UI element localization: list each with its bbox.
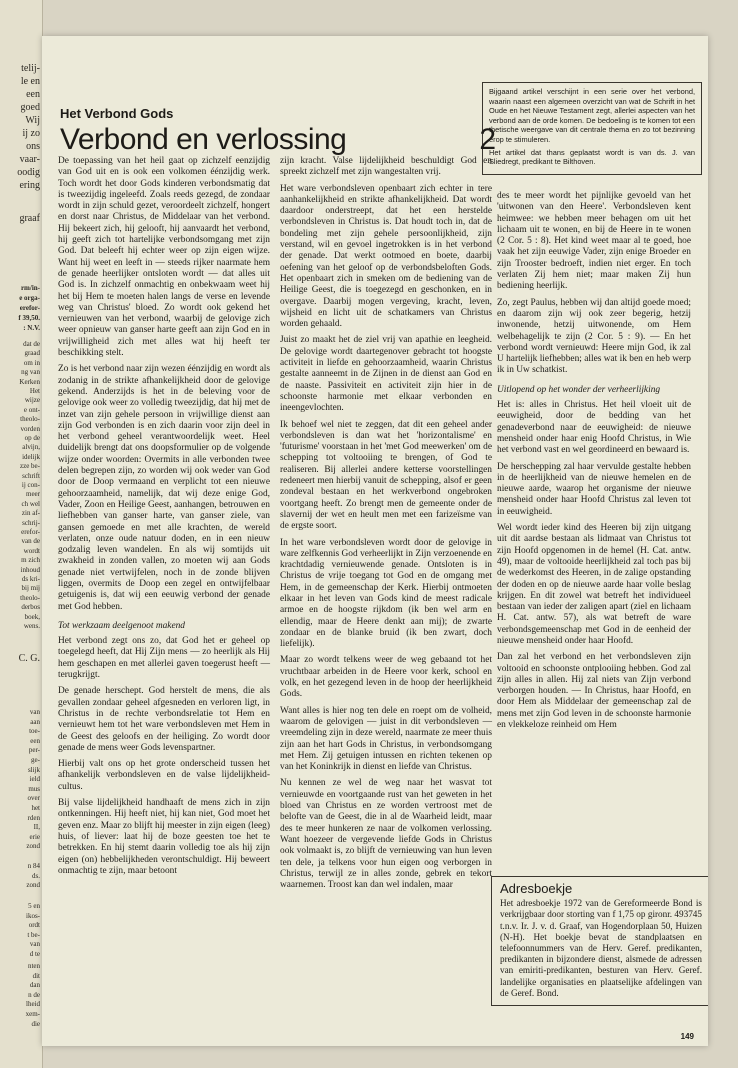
paragraph: Dan zal het verbond en het verbondsleven zijn voltooid en schoonste ontplooiing hebben. God zal zijn alles in allen. Hij zal niets van Zijn verbond verborgen houden. — In Christus, haar Hoofd, en door Hem als Middelaar der gemeenschap zal de mens met zijn God leven in de schoonste harmonie en vlekkeloze reinheid om Hem bbox=[497, 652, 691, 731]
margin-text-fragment: ikos- bbox=[26, 911, 40, 920]
margin-text-fragment: van de bbox=[21, 537, 40, 546]
margin-text-fragment: lheid bbox=[26, 1000, 40, 1009]
margin-text-fragment: erie bbox=[29, 832, 40, 841]
margin-text-fragment: meer bbox=[26, 490, 40, 499]
margin-text-fragment: slijk bbox=[27, 765, 40, 774]
margin-text-fragment: ds. bbox=[32, 871, 40, 880]
margin-text-fragment: mus bbox=[28, 784, 40, 793]
margin-text-fragment: zond bbox=[26, 842, 40, 851]
margin-text-fragment: ordt bbox=[28, 921, 40, 930]
margin-text-fragment: d te bbox=[29, 950, 40, 958]
margin-text-fragment: theolo- bbox=[20, 415, 40, 424]
column-2 bbox=[280, 156, 492, 896]
margin-text-fragment: n 84 bbox=[27, 862, 40, 870]
margin-text-fragment: le en bbox=[20, 76, 40, 87]
column-1 bbox=[58, 156, 270, 882]
margin-text-fragment: : N.V. bbox=[23, 324, 40, 332]
margin-text-fragment: zin af- bbox=[21, 509, 40, 518]
adresboekje-box bbox=[491, 876, 708, 1006]
margin-text-fragment: per- bbox=[28, 746, 40, 755]
paragraph: Zo is het verbond naar zijn wezen éénzijdig en wordt als zodanig in de strikte afhankelijkheid door de gelovige gekend. Anderzijds is het in de beleving voor de gelovige ook weer zo volledig tweezijdig, dat hij met de inzet van zijn gehele persoon in vrijwillige dienst aan zijn God verbonden is en zich daarin voor zijn deel in het verbond geheel verantwoordelijk weet. Heel duidelijk brengt dat ons doopsformulier op de volgende wijze onder woorden: Overmits in alle verbonden twee delen begrepen zijn, zo worden wij ook weder van God door de Doop vermaand en verplicht tot een nieuwe gehoorzaamheid, namelijk, dat wij deze enige God, Vader, Zoon en Heilige Geest, aanhangen, betrouwen en liefhebben van ganser harte, van ganser ziele, van gansen gemoede en met alle krachten, de wereld verlaten, onze oude natuur doden, en in een nieuw godzalig leven wandelen. En als wij somtijds uit zwakheid in zonden vallen, zo moeten wij aan Gods genade niet vertwijfelen, noch in de zonde blijven liggen, overmits de Doop een zegel en ontwijfelbaar getuigenis is, dat wij een eeuwig verbond der genade met God hebben. bbox=[58, 364, 270, 612]
margin-text-fragment: ch wel bbox=[21, 499, 40, 508]
subheading: Tot werkzaam deelgenoot makend bbox=[58, 620, 185, 631]
margin-text-fragment: graaf bbox=[19, 213, 40, 224]
margin-text-fragment: rm/in- bbox=[20, 284, 40, 292]
paragraph: Ik behoef wel niet te zeggen, dat dit een geheel ander verbondsleven is dan wat het 'horizontalisme' en 'futurisme' voorstaan in het 'met God meewerken' om de schepping tot voltooiing te brengen, of God te realiseren. Bij allerlei andere ketterse voorstellingen redeneert men hierbij vanuit de schepping, alsof er geen zondeval bestaan en het werkverbond ongebroken voortgang heeft. Zo brengt men de gemeente onder de slavernij der wet en heult men met een farizeïsme van de ergste soort. bbox=[280, 419, 492, 532]
subheading: Uitlopend op het wonder der verheerlijking bbox=[497, 384, 661, 395]
paragraph: De toepassing van het heil gaat op zichzelf eenzijdig van God uit en is ook een volkomen éénzijdig werk. Toch wordt het door Gods kinderen verbondsmatig dat is tweezijdig ingeleefd. Zoals reeds gezegd, de zondaar wordt in zijn schuld gezet, veroordeelt zichzelf, hongert en dorst naar Christus, de Middelaar van het verbond. Hij bekeert zich, hij gelooft, hij aanvaardt het verbond, hij geeft zich tot hartelijke verbondsomgang met zijn God. Dat beleeft hij echter weer op zijn eigen wijze. Want hij weet en leeft in — steeds rijker naarmate hem de genade heerlijker ontsloten wordt — dat alles uit God is. In zichzelf onmachtig en onbekwaam weet hij het bij Hem te moeten halen langs de verse en levende weg van Christus' bloed. Zo wordt ook gekend het vernieuwen van het verbond, waarbij de gelovige zich weer opnieuw van ganser harte geeft aan zijn God en in vrijwilligheid zich met alles wat hij heeft ter beschikking stelt. bbox=[58, 156, 270, 359]
margin-text-fragment: toe- bbox=[29, 727, 40, 736]
article-header bbox=[60, 106, 496, 157]
margin-text-fragment: ng van bbox=[21, 368, 40, 377]
margin-text-fragment: vaar- bbox=[19, 154, 40, 165]
paragraph: De herschepping zal haar vervulde gestalte hebben in de heerlijkheid van de nieuwe hemelen en de nieuwe aarde, waarop het organisme der nieuwe mensheid onder haar Hoofd Christus zal leven tot in eeuwigheid. bbox=[497, 461, 691, 517]
margin-text-fragment: e orga- bbox=[19, 294, 40, 302]
margin-text-fragment: t be- bbox=[27, 930, 40, 939]
adjacent-page-margin bbox=[0, 0, 43, 1068]
margin-text-fragment: idelijk bbox=[22, 452, 40, 461]
margin-text-fragment: zze be- bbox=[19, 462, 40, 471]
margin-text-fragment: rden bbox=[27, 813, 40, 822]
margin-text-fragment: om in bbox=[23, 358, 40, 367]
margin-text-fragment: die bbox=[31, 1019, 40, 1028]
margin-text-fragment: van bbox=[29, 708, 40, 716]
paragraph: Nu kennen ze wel de weg naar het wasvat tot vernieuwde en voortgaande rust van het geweten in het bloed van Christus en ze worden vertroost met de belofte van de Geest, die in al de Waarheid leidt, maar des te meer hunkeren ze naar de volkomen verlossing. Want hoezeer de vergevende liefde Gods in Christus ook volmaakt is, zo blijft de vernieuwing van hun leven ten dele, ja telkens voor hun eigen oog verborgen in Christus, terwijl ze in alles zonde, gebrek en tekort waarnemen. Troost kan dan wel indalen, maar bbox=[280, 778, 492, 891]
paragraph: Wel wordt ieder kind des Heeren bij zijn uitgang uit dit aardse bestaan als lidmaat van Christus tot zijn Hoofd opgenomen in de hemel (H. Cat. antw. 49), maar de voltooide heerlijkheid zal toch pas bij de wederkomst des Heeren, in de zalige opstanding der doden en op de nieuwe aarde haar volle beslag krijgen. En dit zowel wat betreft het individueel bestaan van ieder der zaligen apart (ziel en lichaam H. Cat. antw. 57), als wat betreft de ware verbondsgemeenschap met God in de eenheid der nieuwe mensheid onder haar Hoofd. bbox=[497, 523, 691, 646]
paragraph: Het verbond zegt ons zo, dat God het er geheel op toegelegd heeft, dat Hij Zijn mens — zo heerlijk als Hij hem geschapen en met allerlei gaven toegerust heeft — terugkrijgt. bbox=[58, 636, 270, 681]
adresboekje-body: Het adresboekje 1972 van de Gereformeerde Bond is verkrijgbaar door storting van f 1,75 op gironr. 493745 t.n.v. Ir. J. v. d. Graaf, van Hogendorplaan 50, Huizen (N-H). Het boekje bevat de standplaatsen en telefoonnummers van de Herv. Geref. predikanten, predikanten in bijzondere dienst, alsmede de adressen van emiriti-predikanten, besturen van Herv. Geref. landelijke organisaties en plaatselijke afdelingen van de Geref. Bond. bbox=[500, 898, 702, 998]
paragraph: Zo, zegt Paulus, hebben wij dan altijd goede moed; en daarom zijn wij ook zeer begerig, hetzij inwonende, hetzij uitwonende, om Hem welbehagelijk te zijn (2 Cor. 5 : 9). — En het verbond wordt vernieuwd: Heere mijn God, ik zal U hartelijk liefhebben; alles wat ik ben en heb werp ik in Uw schatkist. bbox=[497, 297, 691, 376]
margin-text-fragment: wordt bbox=[23, 546, 40, 555]
margin-text-fragment: een bbox=[30, 736, 40, 745]
margin-text-fragment: ge- bbox=[31, 756, 40, 764]
margin-text-fragment: e ont- bbox=[23, 405, 40, 414]
page-number: 149 bbox=[680, 1032, 694, 1041]
margin-text-fragment: f 39,50. bbox=[18, 314, 40, 322]
margin-text-fragment: alvijn, bbox=[22, 443, 40, 452]
paragraph: Het ware verbondsleven openbaart zich echter in tere aanhankelijkheid en strikte afhankelijkheid. Dat wordt daardoor onderstreept, dat het een herstelde verbondsleven in Christus is. Dat houdt toch in, dat de bondeling met zijn gehele persoonlijkheid, zijn verstand, wil en gevoel ingetrokken is in het verbond der genade. Dat werkt ootmoed en boete, daarbij oefening van het geloof op de verbondsbeloften Gods. Het openbaart zich in smeken om de bediening van de Heilige Geest, die is toegezegd en geschonken, en in overgave. Daarbij mogen vergeving, kracht, leven, wijsheid en licht uit de schatkamers van Christus worden gehaald. bbox=[280, 183, 492, 330]
margin-text-fragment: over bbox=[27, 794, 40, 803]
margin-text-fragment: bij mij bbox=[21, 584, 40, 593]
margin-text-fragment: dat de bbox=[23, 340, 40, 348]
article-kicker: Het Verbond Gods bbox=[60, 106, 174, 121]
margin-text-fragment: wijze bbox=[24, 396, 40, 405]
margin-text-fragment: derbos bbox=[21, 603, 40, 612]
margin-text-fragment: aan bbox=[30, 717, 40, 726]
paragraph: De genade herschept. God herstelt de mens, die als gevallen zondaar geheel afgesneden en verloren ligt, in Christus in de rechte verbondsrelatie tot Hem en vernieuwt hem tot het ware verbondsleven met Hem in de Geest des geloofs en der heiliging. Zo wordt door genade de mens weer Gods levenspartner. bbox=[58, 686, 270, 753]
article-title: Verbond en verlossing bbox=[60, 123, 347, 156]
margin-text-fragment: Wij bbox=[25, 115, 40, 126]
part-number: 2 bbox=[479, 123, 496, 156]
intro-paragraph: Bijgaand artikel verschijnt in een serie over het verbond, waarin naast een algemeen overzicht van wat de Schrift in het Oude en het Nieuwe Testament zegt, allerlei aspecten van het verbond aan de orde komen. De bedoeling is te komen tot een thetische weergave van dit centrale thema en zo tot bezinning erop te stimuleren. bbox=[489, 87, 695, 144]
title-row bbox=[60, 123, 496, 157]
margin-text-fragment: m zich bbox=[21, 556, 40, 565]
margin-text-fragment: dan bbox=[29, 981, 40, 990]
margin-text-fragment: een bbox=[26, 89, 40, 100]
margin-text-fragment: II, bbox=[33, 823, 40, 832]
margin-text-fragment: theolo- bbox=[20, 593, 40, 602]
paragraph: Het is: alles in Christus. Het heil vloeit uit de eeuwigheid, door de bedding van het genadeverbond naar de eeuwigheid: de nieuwe mensheid onder haar enig Hoofd Christus, in Wie het verbond vast en wel geordineerd en bewaard is. bbox=[497, 400, 691, 456]
margin-text-fragment: schrift bbox=[22, 471, 40, 480]
paragraph: des te meer wordt het pijnlijke gevoeld van het 'uitwonen van den Heere'. Verbondsleven kent heimwee: we hebben meer behagen om uit het lichaam uit te wonen, en bij de Heere in te wonen (2 Cor. 5 : 8). Het kind weet maar al te goed, hoe vaak het zijn eeuwige Vader, zijn enige Broeder en zijn Trooster bedroeft, indien niet erger. En toch verlaten Zij hem niet; maar maken Zij hun bediening heerlijk. bbox=[497, 191, 691, 292]
paragraph: Hierbij valt ons op het grote onderscheid tussen het afhankelijk verbondsleven en de valse lijdelijkheid-cultus. bbox=[58, 759, 270, 792]
margin-text-fragment: ij zo bbox=[22, 128, 40, 139]
margin-text-fragment: erefor- bbox=[19, 304, 40, 312]
margin-text-fragment: oodig bbox=[17, 167, 40, 178]
margin-text-fragment: n de bbox=[28, 990, 40, 999]
paragraph: Want alles is hier nog ten dele en roept om de volheid, waarom de gelovigen — juist in dit verbondsleven — vreemdeling zijn in deze wereld, naarmate ze meer thuis zijn aan het hart Gods in Christus, in verbondsomgang met Hem. Zij getuigen intussen en richten tekenen op van het Koninkrijk in dienst en liefde van Christus. bbox=[280, 705, 492, 773]
adresboekje-title: Adresboekje bbox=[500, 881, 573, 896]
intro-box bbox=[482, 82, 702, 175]
margin-text-fragment: Kerken bbox=[19, 377, 40, 386]
margin-text-fragment: graad bbox=[24, 349, 40, 358]
margin-text-fragment: vorden bbox=[20, 424, 40, 433]
paragraph: Bij valse lijdelijkheid handhaaft de mens zich in zijn ontkenningen. Hij heeft niet, hij kan niet, God moet het geven enz. Maar zo blijft hij meester in zijn eigen (leeg) huis, of liever: laat hij de boze geesten toe het te betrekken. En hij stemt daarin volledig toe als hij zijn eigen (on) hebbelijkheden verontschuldigt. Hij beweert onmachtig te zijn, maar betoont bbox=[58, 798, 270, 876]
margin-text-fragment: 5 en bbox=[28, 902, 40, 910]
margin-text-fragment: ij con- bbox=[21, 481, 40, 489]
margin-text-fragment: ield bbox=[29, 775, 40, 784]
margin-text-fragment: nten bbox=[27, 962, 40, 970]
margin-text-fragment: Het bbox=[29, 387, 40, 395]
paragraph: In het ware verbondsleven wordt door de gelovige in ware zelfkennis God verheerlijkt in Zijn verzoenende en krachtdadig vernieuwende genade. Ontsloten is in Christus de vrije toegang tot God en de omgang met Hem, in de gemeenschap der Kerk. Hierbij ontmoeten elkaar in het leven van Gods kind de meest radicale armoe en de hoogste rijkdom (ik ben wel arm en ellendig, maar de Heere denkt aan mij); de zwarte zondaar en de blanke bruid (ik ben zwart, doch liefelijk). bbox=[280, 537, 492, 650]
margin-text-fragment: dit bbox=[32, 971, 40, 980]
magazine-page bbox=[42, 36, 708, 1046]
margin-text-fragment: van bbox=[29, 940, 40, 949]
margin-text-fragment: goed bbox=[20, 102, 40, 113]
margin-text-fragment: het bbox=[31, 804, 40, 812]
intro-author-note: Het artikel dat thans geplaatst wordt is van ds. J. van Sliedregt, predikant te Bilthoven. bbox=[489, 147, 695, 167]
margin-text-fragment: xem- bbox=[25, 1010, 40, 1018]
paragraph: zijn kracht. Valse lijdelijkheid beschuldigt God en spreekt zichzelf met zijn wangestalten vrij. bbox=[280, 156, 492, 178]
margin-text-fragment: boek, bbox=[24, 612, 40, 621]
margin-text-fragment: ering bbox=[19, 180, 40, 191]
margin-text-fragment: C. G. bbox=[18, 653, 40, 664]
margin-text-fragment: zond bbox=[26, 881, 40, 890]
margin-text-fragment: ds kri- bbox=[21, 575, 40, 583]
margin-text-fragment: inhoud bbox=[20, 565, 40, 574]
paragraph: Maar zo wordt telkens weer de weg gebaand tot het vruchtbaar arbeiden in de Heere voor kerk, school en volk, en het gezegend leven in de hoop der heerlijkheid Gods. bbox=[280, 655, 492, 700]
margin-text-fragment: ons bbox=[26, 141, 40, 152]
margin-text-fragment: telij- bbox=[21, 63, 40, 74]
margin-text-fragment: erefor- bbox=[21, 528, 40, 536]
margin-text-fragment: schrij- bbox=[22, 518, 40, 527]
margin-text-fragment: op de bbox=[24, 434, 40, 442]
margin-text-fragment: wens. bbox=[23, 622, 40, 630]
column-3 bbox=[497, 191, 691, 736]
paragraph: Juist zo maakt het de ziel vrij van apathie en leegheid. De gelovige wordt daartegenover gebracht tot hoogste activiteit in liefde en gehoorzaamheid, waarin Christus gestalte aanneemt in de Zijnen in de dienst aan God en de naaste. Passiviteit en activiteit zijn hier in de schoonste harmonie met elkaar verbonden en ineengevlochten. bbox=[280, 335, 492, 414]
